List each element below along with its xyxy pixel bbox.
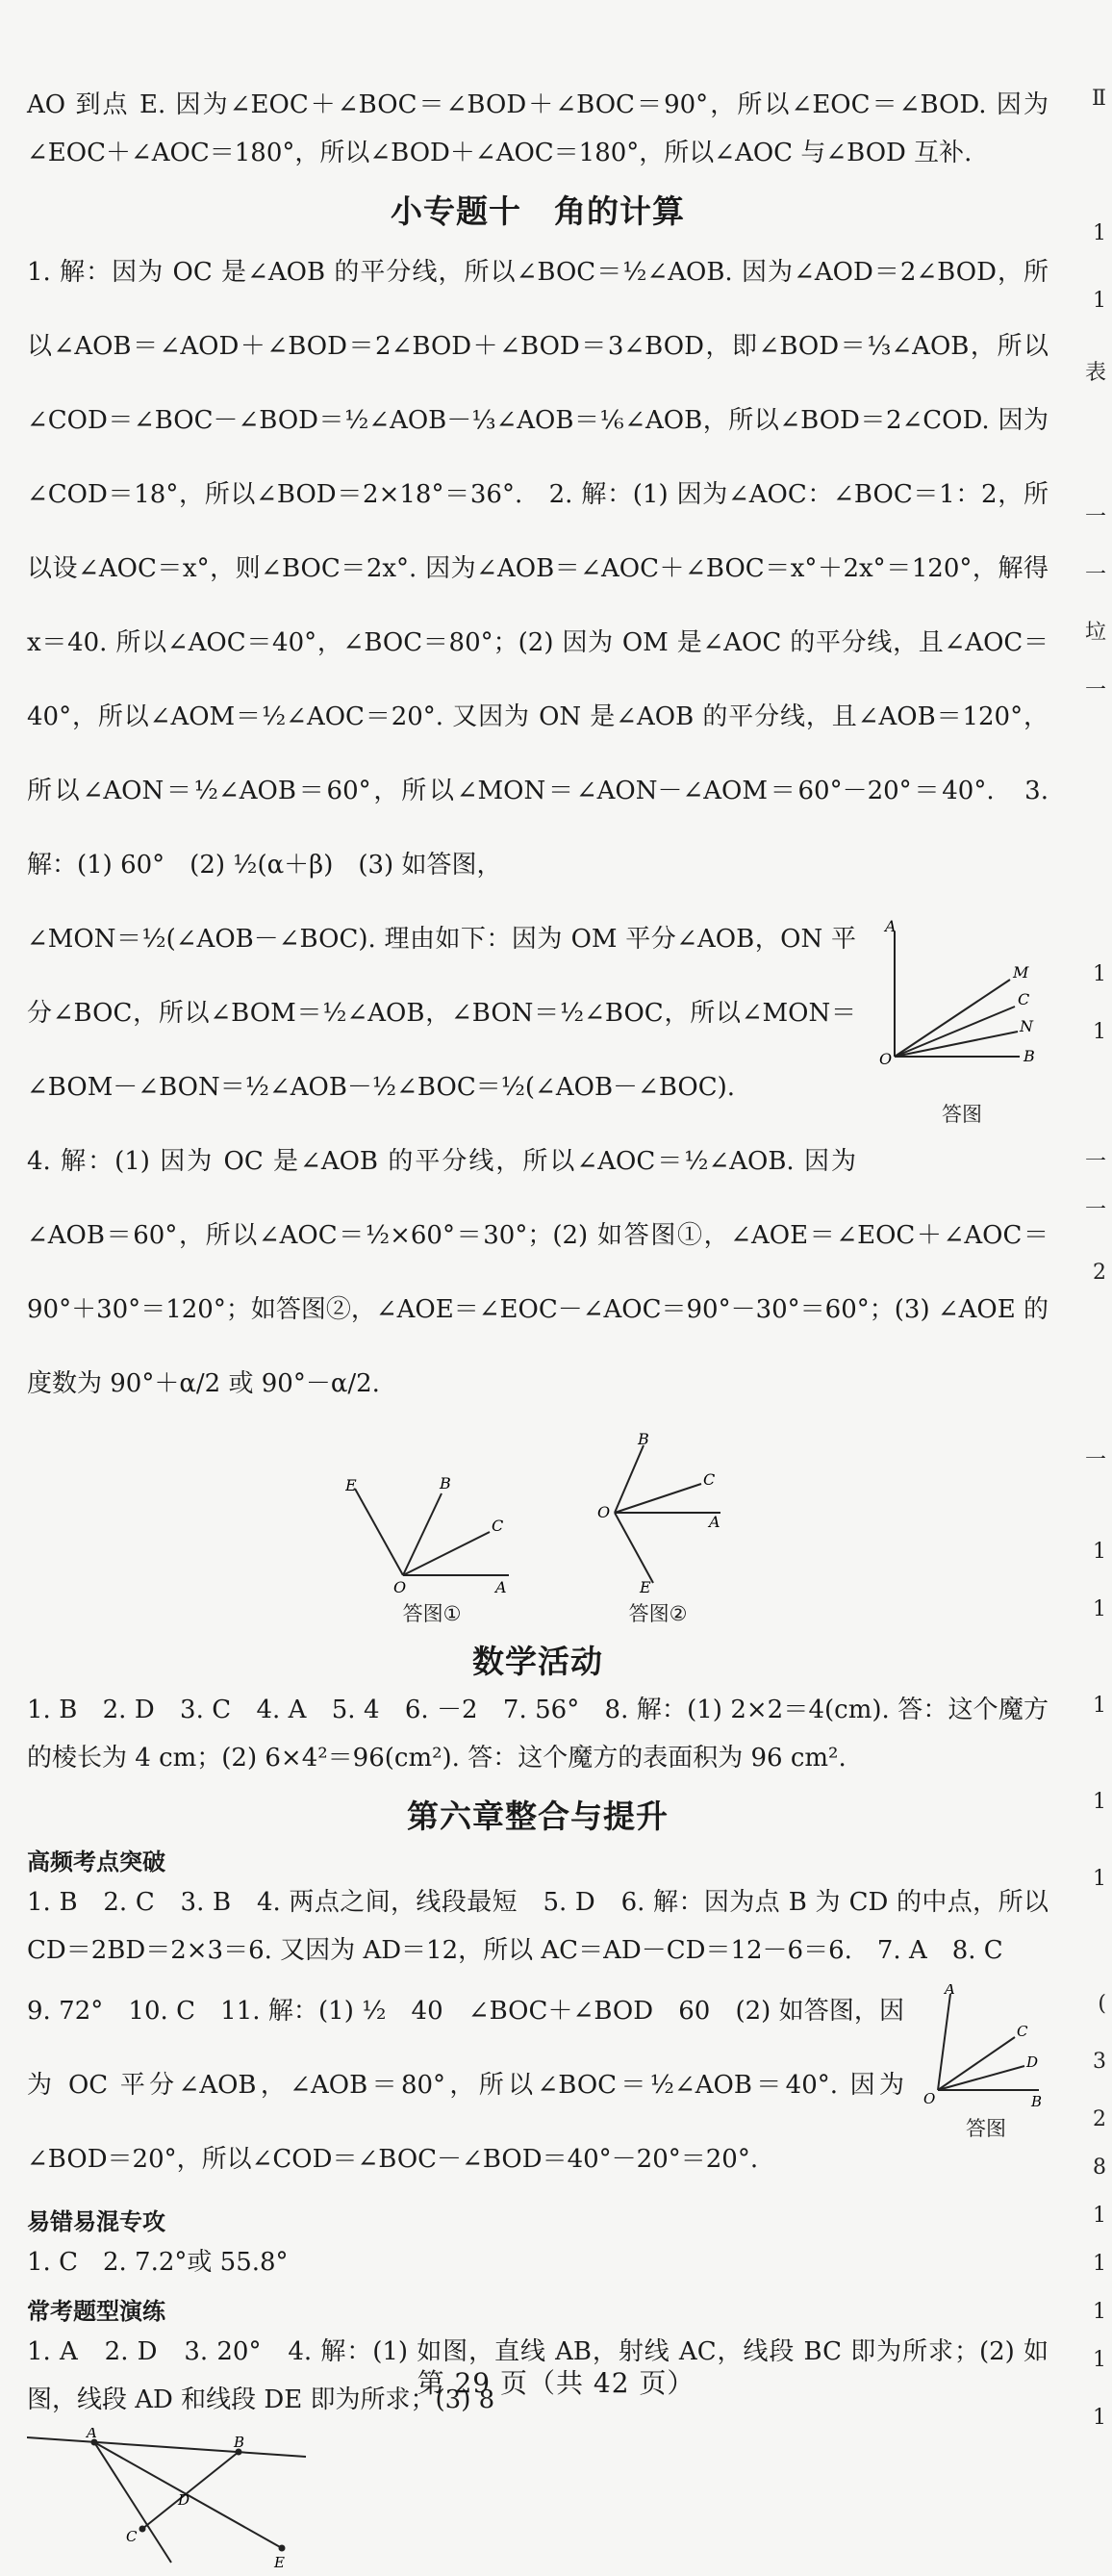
fig2-ray-oe	[615, 1513, 653, 1583]
intro-paragraph: AO 到点 E. 因为∠EOC＋∠BOC＝∠BOD＋∠BOC＝90°，所以∠EOC＝∠BOD. 因为∠EOC＋∠AOC＝180°，所以∠BOD＋∠AOC＝180°，所以∠AOC 与∠BOD 互补.	[27, 90, 1049, 167]
fig2-label-o: O	[597, 1503, 611, 1521]
label-n: N	[1020, 1017, 1033, 1035]
fig1-label-b: B	[440, 1474, 451, 1492]
fig4-label-c: C	[126, 2528, 138, 2545]
point-e	[279, 2545, 286, 2552]
adjacent-page-edge	[1077, 0, 1112, 2468]
fig3-label-a: A	[945, 1984, 955, 1998]
edge-char: 1	[1093, 1020, 1106, 1044]
fig3-label-d: D	[1026, 2053, 1039, 2071]
page-content	[27, 81, 1049, 2576]
fig1-label-o: O	[393, 1578, 407, 1594]
fig3-label-b: B	[1031, 2093, 1043, 2109]
fig1-ray-oe	[355, 1489, 403, 1575]
figure-1	[345, 1431, 518, 1627]
edge-char: Ⅱ	[1092, 87, 1106, 111]
segment-bc	[142, 2452, 239, 2529]
label-b: B	[1024, 1047, 1035, 1065]
fig2-label-c: C	[703, 1470, 716, 1489]
page-footer: 第 29 页（共 42 页）	[417, 2367, 695, 2399]
edge-char: 1	[1093, 289, 1106, 313]
edge-char: 一	[1084, 505, 1106, 529]
math-activity-title: 数学活动	[472, 1643, 603, 1680]
section10-paragraph-2: ∠MON＝½(∠AOB－∠BOC). 理由如下：因为 OM 平分∠AOB，ON 平分∠BOC，所以∠BOM＝½∠AOB，∠BON＝½∠BOC，所以∠MON＝∠BOM－∠BON＝½∠AOB－½∠BOC＝½(∠AOB－∠BOC).	[27, 925, 856, 1102]
fig1-label-e: E	[345, 1476, 357, 1494]
fig3-ray-oc	[938, 2037, 1015, 2090]
fig2-label-e: E	[640, 1578, 651, 1594]
edge-char: 3	[1093, 2050, 1106, 2074]
fig3-label-o: O	[923, 2090, 936, 2107]
edge-char: 1	[1093, 2406, 1106, 2430]
label-c: C	[1018, 990, 1030, 1008]
label-o: O	[879, 1050, 893, 1068]
edge-char: 一	[1084, 563, 1106, 587]
figure-1-caption: 答图①	[402, 1602, 462, 1625]
fig2-ray-ob	[615, 1445, 644, 1513]
fig3-label-c: C	[1017, 2023, 1028, 2040]
fig2-label-b: B	[638, 1431, 649, 1448]
edge-char: 一	[1084, 678, 1106, 702]
figure-row-aoe	[27, 1431, 1049, 1627]
line-ab	[27, 2437, 306, 2457]
figure-angle-cod	[923, 1984, 1049, 2142]
chapter6-subtitle-1: 高频考点突破	[27, 1849, 165, 1875]
fig3-ray-od	[938, 2066, 1024, 2090]
edge-char: 8	[1093, 2155, 1106, 2180]
fig4-label-d: D	[178, 2491, 190, 2509]
label-a: A	[885, 917, 897, 935]
figure-2	[586, 1431, 730, 1627]
section10-title: 小专题十 角的计算	[391, 192, 685, 230]
figure-angle-mon	[875, 912, 1049, 1128]
chapter6-text-3: 1. C 2. 7.2°或 55.8°	[27, 2248, 289, 2277]
label-m: M	[1013, 963, 1029, 982]
edge-char: 1	[1093, 1597, 1106, 1621]
figure-1-svg	[345, 1431, 518, 1594]
edge-char: 1	[1093, 221, 1106, 245]
fig4-label-e: E	[274, 2554, 285, 2571]
figure-2-svg	[586, 1431, 730, 1594]
edge-char: 1	[1093, 2252, 1106, 2276]
chapter6-title: 第六章整合与提升	[407, 1798, 669, 1835]
figure-lines-svg	[27, 2428, 316, 2572]
chapter6-text-1: 1. B 2. C 3. B 4. 两点之间，线段最短 5. D 6. 解：因为点 B 为 CD 的中点，所以 CD＝2BD＝2×3＝6. 又因为 AD＝12，所以 AC＝AD－CD＝12－6＝6. 7. A 8. C	[27, 1888, 1049, 1965]
edge-char: 一	[1084, 1198, 1106, 1222]
edge-char: 垃	[1084, 621, 1106, 645]
edge-char: 1	[1093, 1694, 1106, 1718]
fig1-label-a: A	[495, 1578, 507, 1594]
chapter6-text-4: 1. A 2. D 3. 20° 4. 解：(1) 如图，直线 AB，射线 AC，线段 BC 即为所求；(2) 如图，线段 AD 和线段 DE 即为所求；(3) 8	[27, 2337, 1049, 2414]
figure-angle-mon-svg	[875, 912, 1049, 1095]
edge-char: 1	[1093, 962, 1106, 986]
chapter6-text-2: 9. 72° 10. C 11. 解：(1) ½ 40 ∠BOC＋∠BOD 60 (2) 如答图，因为 OC 平分∠AOB，∠AOB＝80°，所以∠BOC＝½∠AOB＝40°. 因为∠BOD＝20°，所以∠COD＝∠BOC－∠BOD＝40°－20°＝20°.	[27, 1997, 904, 2174]
edge-char: 2	[1093, 2107, 1106, 2131]
fig2-ray-oc	[615, 1484, 701, 1513]
edge-char: 一	[1084, 1448, 1106, 1472]
section10-paragraph-1: 1. 解：因为 OC 是∠AOB 的平分线，所以∠BOC＝½∠AOB. 因为∠AOD＝2∠BOD，所以∠AOB＝∠AOD＋∠BOD＝2∠BOD＋∠BOD＝3∠BOD，即∠BOD＝⅓∠AOB，所以∠COD＝∠BOC－∠BOD＝½∠AOB－⅓∠AOB＝⅙∠AOB，所以∠BOD＝2∠COD. 因为∠COD＝18°，所以∠BOD＝2×18°＝36°. 2. 解：(1) 因为∠AOC：∠BOC＝1：2，所以设∠AOC＝x°，则∠BOC＝2x°. 因为∠AOB＝∠AOC＋∠BOC＝x°＋2x°＝120°，解得 x＝40. 所以∠AOC＝40°，∠BOC＝80°；(2) 因为 OM 是∠AOC 的平分线，且∠AOC＝40°，所以∠AOM＝½∠AOC＝20°. 又因为 ON 是∠AOB 的平分线，且∠AOB＝120°，所以∠AON＝½∠AOB＝60°，所以∠MON＝∠AON－∠AOM＝60°－20°＝40°. 3. 解：(1) 60° (2) ½(α＋β) (3) 如答图，	[27, 258, 1049, 880]
figure-2-caption: 答图②	[628, 1602, 688, 1625]
figure-3-caption: 答图	[966, 2117, 1006, 2140]
edge-char: 1	[1093, 2348, 1106, 2372]
fig4-label-b: B	[234, 2434, 245, 2451]
fig3-ray-oa	[938, 1994, 950, 2090]
chapter6-subtitle-2: 易错易混专攻	[27, 2208, 165, 2235]
edge-char: 1	[1093, 1540, 1106, 1564]
figure-lines	[27, 2428, 1049, 2576]
fig2-label-a: A	[709, 1513, 720, 1531]
chapter6-subtitle-3: 常考题型演练	[27, 2298, 165, 2325]
edge-char: 2	[1093, 1261, 1106, 1285]
edge-char: 1	[1093, 1867, 1106, 1891]
edge-char: (	[1098, 1992, 1106, 2016]
math-activity-text: 1. B 2. D 3. C 4. A 5. 4 6. －2 7. 56° 8. 解：(1) 2×2＝4(cm). 答：这个魔方的棱长为 4 cm；(2) 6×4²＝96(cm²). 答：这个魔方的表面积为 96 cm².	[27, 1696, 1049, 1773]
figure-caption: 答图	[942, 1103, 982, 1126]
fig1-ray-oc	[403, 1532, 490, 1575]
edge-char: 表	[1084, 361, 1106, 385]
figure-angle-cod-svg	[923, 1984, 1049, 2109]
edge-char: 1	[1093, 1790, 1106, 1814]
section10-paragraph-3: 4. 解：(1) 因为 OC 是∠AOB 的平分线，所以∠AOC＝½∠AOB. 因为∠AOB＝60°，所以∠AOC＝½×60°＝30°；(2) 如答图①，∠AOE＝∠EOC＋∠AOC＝90°＋30°＝120°；如答图②，∠AOE＝∠EOC－∠AOC＝90°－30°＝60°；(3) ∠AOE 的度数为 90°＋α/2 或 90°－α/2.	[27, 1147, 1049, 1398]
point-c	[139, 2526, 146, 2533]
ray-oc	[895, 1007, 1015, 1057]
edge-char: 一	[1084, 1150, 1106, 1174]
edge-char: 1	[1093, 2204, 1106, 2228]
fig1-label-c: C	[492, 1517, 504, 1535]
edge-char: 1	[1093, 2300, 1106, 2324]
fig4-label-a: A	[87, 2428, 97, 2441]
fig1-ray-ob	[403, 1493, 442, 1575]
